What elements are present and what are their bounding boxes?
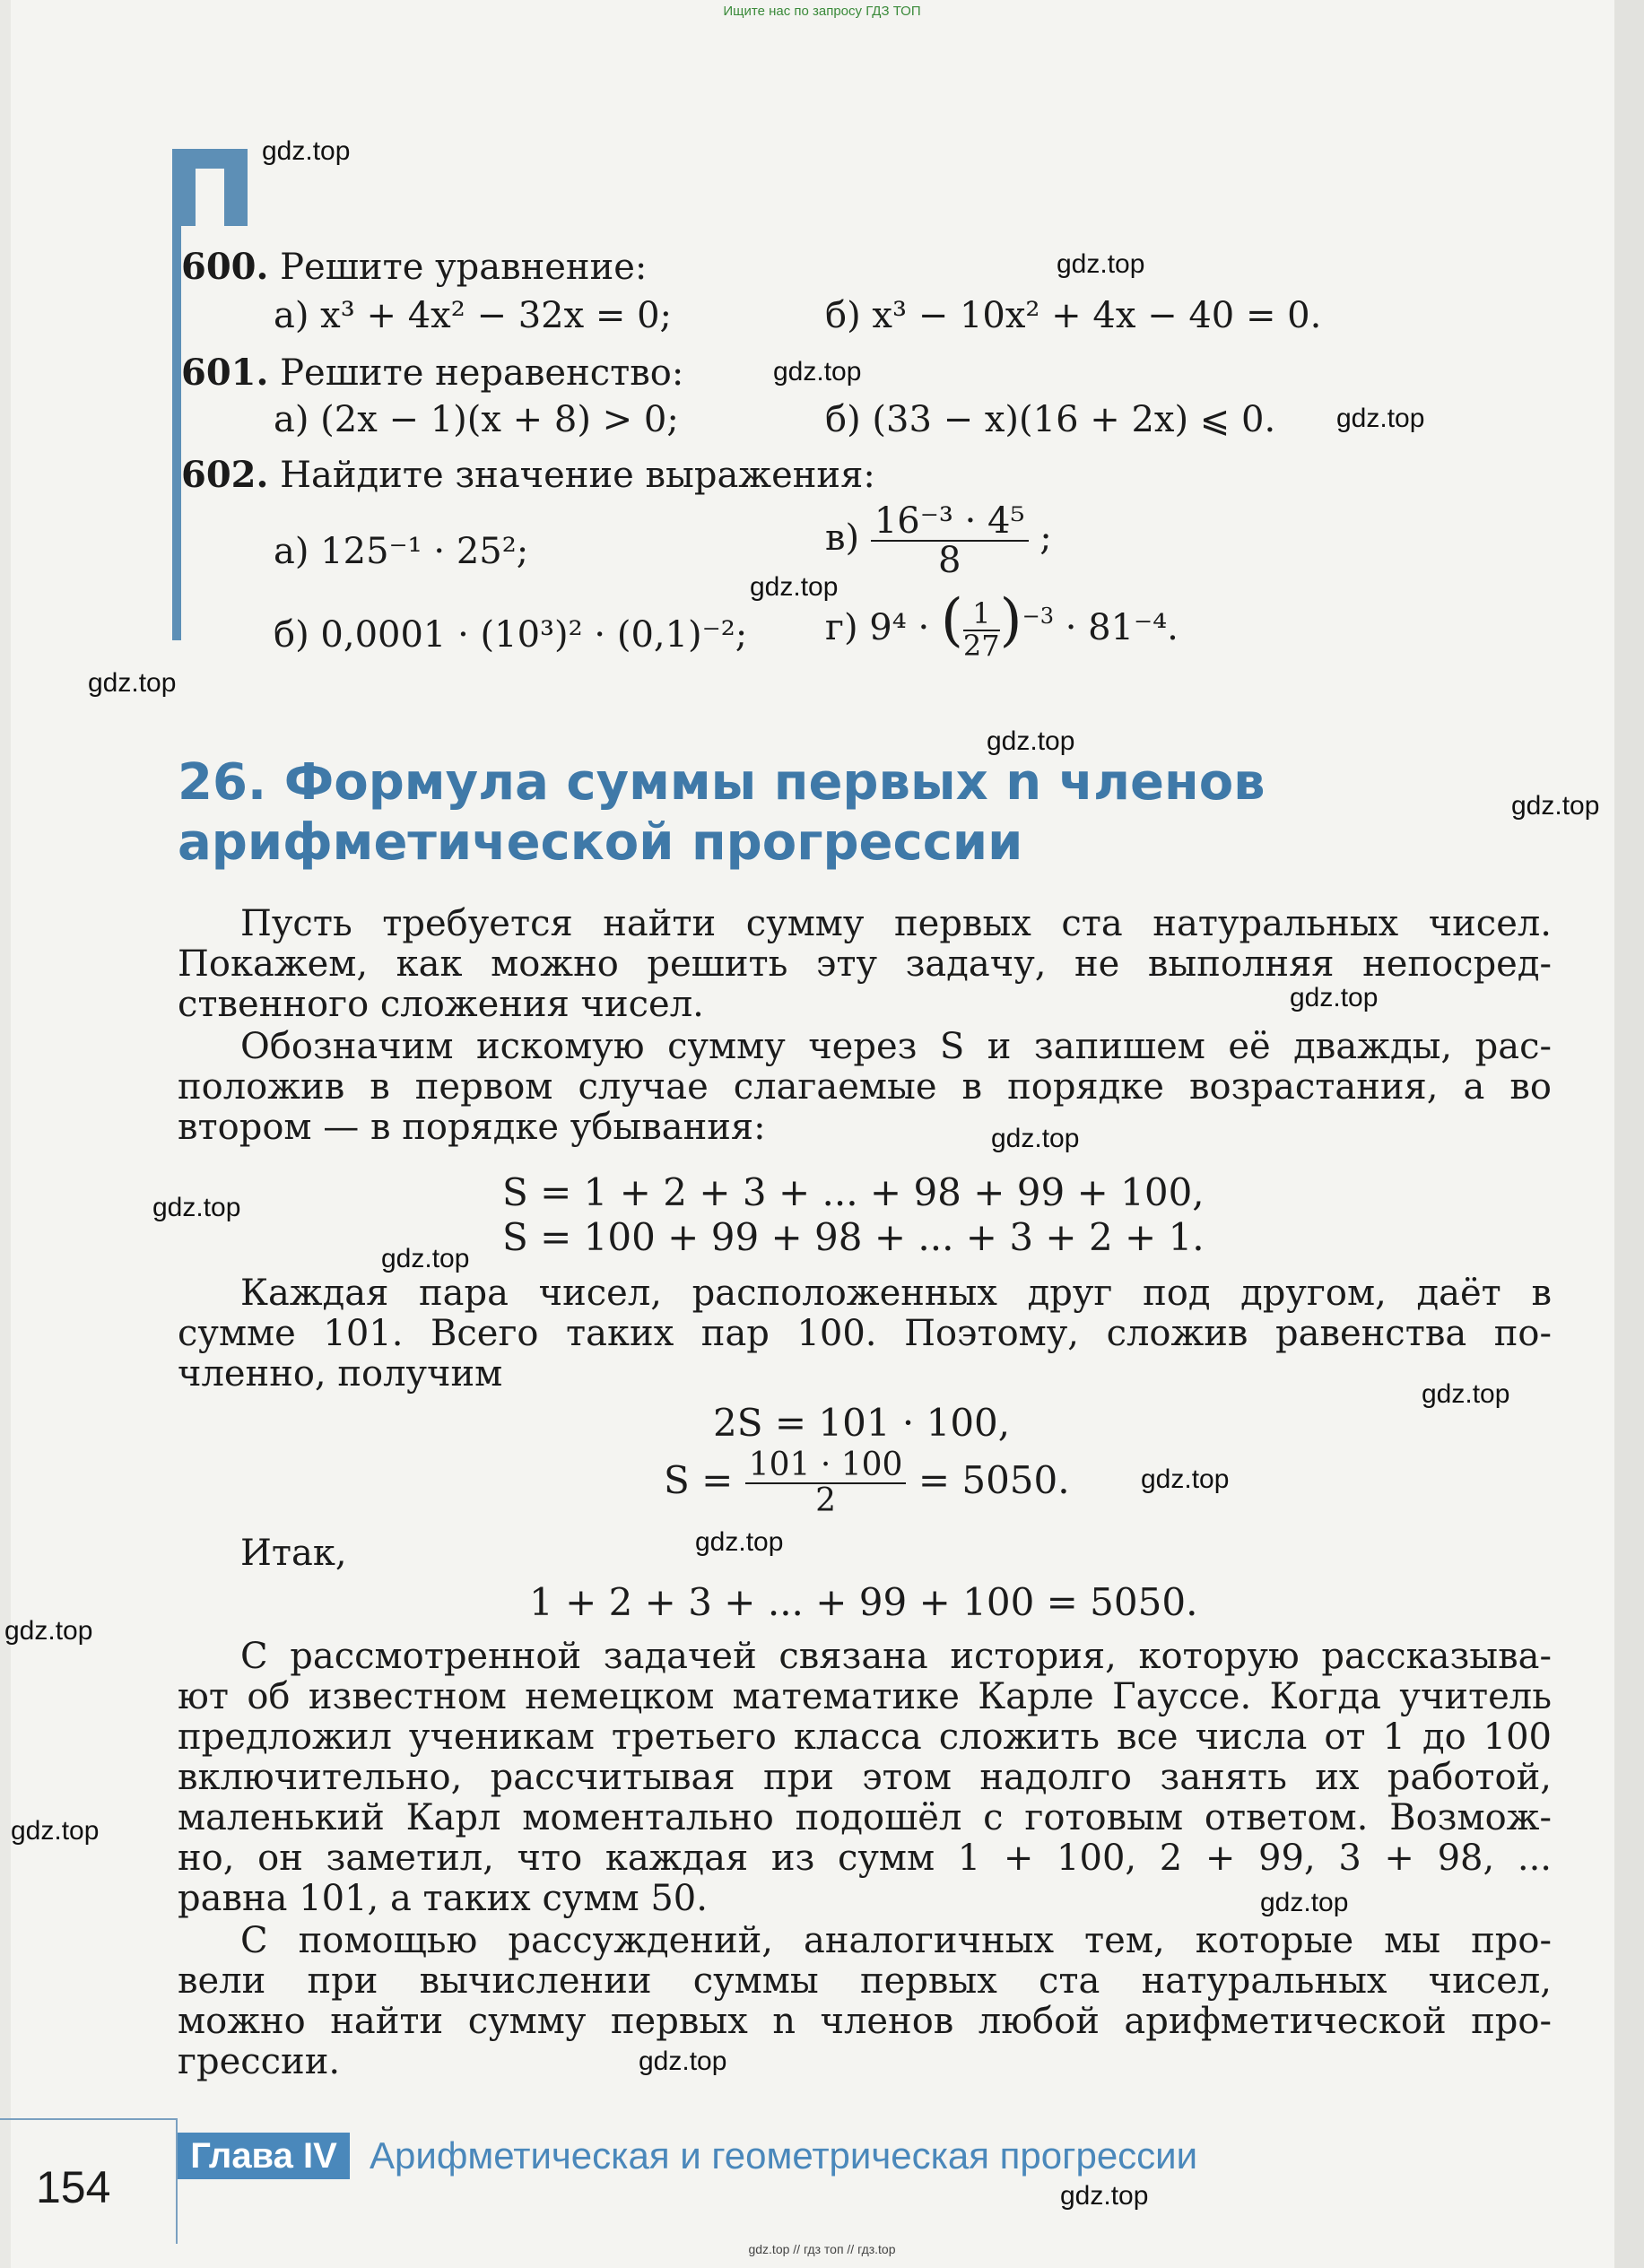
paragraph-4 bbox=[178, 1637, 1552, 1919]
equation-3: 2S = 101 · 100, bbox=[713, 1401, 1011, 1445]
text-line: маленький Карл моментально подошёл с готовым ответом. Возмож- bbox=[178, 1797, 1552, 1838]
watermark: gdz.top bbox=[1060, 2181, 1149, 2211]
text-line: можно найти сумму первых n членов любой арифметической про- bbox=[178, 2001, 1552, 2042]
item-label: б) bbox=[274, 614, 309, 656]
text-line: сумме 101. Всего таких пар 100. Поэтому, сложив равенства по- bbox=[178, 1313, 1552, 1354]
fraction-numerator: 1 bbox=[963, 599, 1000, 631]
paragraph-3 bbox=[178, 1273, 1552, 1395]
watermark: gdz.top bbox=[1141, 1464, 1230, 1494]
fraction-denominator: 2 bbox=[815, 1482, 837, 1519]
text-line: членно, получим bbox=[178, 1353, 503, 1395]
exercise-602-a bbox=[274, 531, 529, 572]
watermark: gdz.top bbox=[987, 726, 1075, 756]
equation-right: = 5050. bbox=[918, 1457, 1070, 1502]
text-line: С помощью рассуждений, аналогичных тем, которые мы про- bbox=[240, 1920, 1552, 1961]
paren-close: ) bbox=[999, 587, 1022, 654]
text-line: ственного сложения чисел. bbox=[178, 984, 704, 1025]
exercise-602-v bbox=[825, 502, 1052, 579]
watermark: gdz.top bbox=[1422, 1379, 1510, 1409]
item-label: а) bbox=[274, 531, 309, 572]
paragraph-5 bbox=[178, 1921, 1552, 2082]
exercise-601-heading bbox=[181, 352, 684, 394]
page-number: 154 bbox=[36, 2162, 111, 2212]
watermark: gdz.top bbox=[11, 1816, 100, 1846]
text-line: грессии. bbox=[178, 2041, 341, 2082]
text-line: Пусть требуется найти сумму первых ста натуральных чисел. bbox=[240, 903, 1552, 944]
watermark: gdz.top bbox=[1057, 249, 1145, 279]
item-label: в) bbox=[825, 517, 860, 559]
watermark: gdz.top bbox=[1511, 791, 1600, 821]
exponent: −3 bbox=[1022, 604, 1054, 629]
exercise-602-heading bbox=[181, 454, 875, 496]
footer-rule bbox=[0, 2118, 178, 2120]
text-line: равна 101, а таких сумм 50. bbox=[178, 1878, 708, 1919]
exercise-side-bar bbox=[172, 226, 181, 640]
text-line: Каждая пара чисел, расположенных друг под другом, даёт в bbox=[240, 1273, 1552, 1314]
text-line: С рассмотренной задачей связана история, которую рассказыва- bbox=[240, 1636, 1552, 1677]
fraction bbox=[745, 1448, 907, 1518]
header-note: Ищите нас по запросу ГДЗ ТОП bbox=[723, 4, 921, 19]
watermark: gdz.top bbox=[88, 668, 177, 698]
text-line: предложил ученикам третьего класса сложить все числа от 1 до 100 bbox=[178, 1716, 1552, 1758]
text-line: Обозначим искомую сумму через S и запишем её дважды, рас- bbox=[240, 1026, 1552, 1067]
item-tail: · 81⁻⁴. bbox=[1065, 607, 1179, 648]
watermark: gdz.top bbox=[773, 357, 862, 387]
text-line: Покажем, как можно решить эту задачу, не выполняя непосред- bbox=[178, 943, 1552, 985]
watermark: gdz.top bbox=[695, 1527, 784, 1557]
chapter-label: Глава IV bbox=[178, 2133, 350, 2179]
item-label: г) bbox=[825, 607, 858, 648]
exercise-601-a: а) (2x − 1)(x + 8) > 0; bbox=[274, 399, 679, 440]
exercise-number: 601. bbox=[181, 352, 269, 394]
exercise-title: Решите неравенство: bbox=[280, 352, 684, 394]
fraction-numerator: 101 · 100 bbox=[745, 1448, 907, 1484]
exercise-600-a: а) x³ + 4x² − 32x = 0; bbox=[274, 295, 673, 336]
exercise-title: Найдите значение выражения: bbox=[280, 455, 875, 496]
watermark: gdz.top bbox=[262, 136, 351, 166]
footer-note: gdz.top // гдз топ // гдз.top bbox=[748, 2242, 896, 2256]
paren-open: ( bbox=[940, 587, 963, 654]
equation-5: 1 + 2 + 3 + ... + 99 + 100 = 5050. bbox=[529, 1580, 1198, 1624]
watermark: gdz.top bbox=[991, 1124, 1080, 1153]
paragraph-2 bbox=[178, 1027, 1552, 1148]
watermark: gdz.top bbox=[1336, 404, 1425, 433]
text-line: втором — в порядке убывания: bbox=[178, 1107, 766, 1148]
text-line: но, он заметил, что каждая из сумм 1 + 100, 2 + 99, 3 + 98, ... bbox=[178, 1838, 1552, 1879]
item-expression: 125⁻¹ · 25²; bbox=[320, 531, 529, 572]
item-tail: ; bbox=[1039, 517, 1052, 559]
item-expression: 0,0001 · (10³)² · (0,1)⁻²; bbox=[320, 614, 748, 656]
text-line: положив в первом случае слагаемые в порядке возрастания, а во bbox=[178, 1066, 1552, 1108]
exercise-601-b: б) (33 − x)(16 + 2x) ⩽ 0. bbox=[825, 399, 1276, 440]
section-marker-icon bbox=[172, 149, 248, 226]
fraction-numerator: 16⁻³ · 4⁵ bbox=[871, 502, 1029, 542]
watermark: gdz.top bbox=[1260, 1888, 1349, 1917]
exercise-number: 600. bbox=[181, 246, 269, 288]
itak-text: Итак, bbox=[240, 1533, 347, 1574]
equation-left: S = bbox=[664, 1457, 734, 1502]
fraction-denominator: 8 bbox=[937, 540, 961, 581]
fraction bbox=[871, 502, 1029, 579]
watermark: gdz.top bbox=[1290, 983, 1379, 1012]
exercise-602-g bbox=[825, 587, 1179, 663]
watermark: gdz.top bbox=[750, 572, 839, 602]
exercise-number: 602. bbox=[181, 454, 269, 496]
exercise-600-b: б) x³ − 10x² + 4x − 40 = 0. bbox=[825, 295, 1322, 336]
watermark: gdz.top bbox=[4, 1616, 93, 1646]
watermark: gdz.top bbox=[152, 1193, 241, 1222]
item-head: 9⁴ · bbox=[869, 607, 930, 648]
text-line: вели при вычислении суммы первых ста натуральных чисел, bbox=[178, 1960, 1552, 2002]
section-heading-line-1: 26. Формула суммы первых n членов bbox=[178, 753, 1266, 812]
exercise-600-heading bbox=[181, 246, 648, 288]
fraction-denominator: 27 bbox=[962, 629, 1000, 663]
watermark: gdz.top bbox=[639, 2046, 727, 2076]
watermark: gdz.top bbox=[381, 1244, 470, 1273]
fraction bbox=[962, 596, 1000, 663]
exercise-602-b bbox=[274, 614, 748, 656]
text-line: ют об известном немецком математике Карле Гауссе. Когда учитель bbox=[178, 1676, 1552, 1717]
section-heading-line-2: арифметической прогрессии bbox=[178, 813, 1023, 872]
equation-1: S = 1 + 2 + 3 + ... + 98 + 99 + 100, bbox=[502, 1170, 1205, 1214]
text-line: включительно, рассчитывая при этом надолго занять их работой, bbox=[178, 1757, 1552, 1798]
exercise-title: Решите уравнение: bbox=[280, 247, 648, 288]
equation-2: S = 100 + 99 + 98 + ... + 3 + 2 + 1. bbox=[502, 1215, 1205, 1259]
chapter-title: Арифметическая и геометрическая прогрессии bbox=[370, 2134, 1198, 2177]
equation-4 bbox=[664, 1448, 1070, 1518]
